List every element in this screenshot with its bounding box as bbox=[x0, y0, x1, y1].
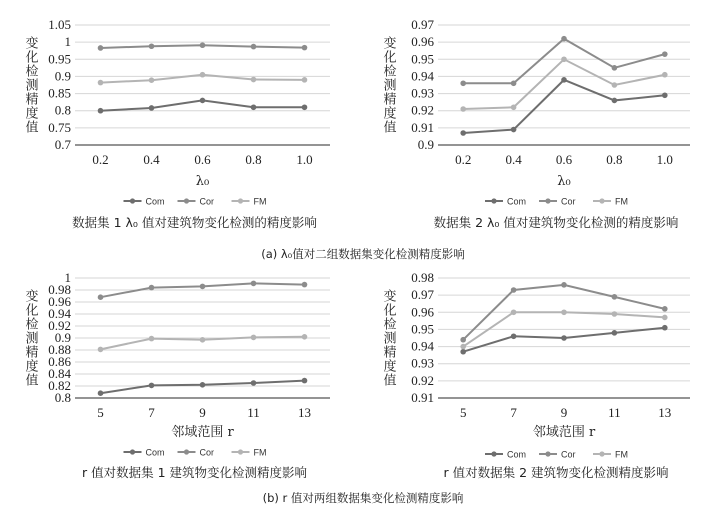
chart3-series-com-point bbox=[251, 380, 257, 386]
chart2-series-cor-point bbox=[561, 36, 567, 42]
chart3-ylabel: 变化检测精度值 bbox=[22, 289, 38, 387]
chart1-series-fm-point bbox=[251, 77, 257, 83]
chart3-caption: r 值对数据集 1 建筑物变化检测精度影响 bbox=[81, 465, 308, 480]
chart1-xtick-label: 0.2 bbox=[92, 152, 109, 167]
chart3-ytick-label: 0.94 bbox=[48, 306, 71, 321]
chart4-xtick-label: 11 bbox=[608, 405, 621, 420]
chart4-legend-label: FM bbox=[615, 449, 628, 460]
chart4-ytick-label: 0.95 bbox=[411, 321, 434, 337]
chart3-series-com-point bbox=[98, 390, 104, 396]
chart3-xtick-label: 11 bbox=[247, 405, 260, 420]
chart1-ylabel: 变化检测精度值 bbox=[22, 36, 38, 134]
chart1-ytick-label: 0.85 bbox=[48, 85, 71, 101]
chart-panel-2 bbox=[381, 17, 691, 230]
chart2-series-cor-point bbox=[662, 51, 668, 57]
chart3-legend-marker bbox=[130, 449, 135, 454]
chart2-ylabel: 变化检测精度值 bbox=[380, 36, 396, 134]
chart2-legend-label: FM bbox=[615, 196, 628, 207]
chart1-series-cor-point bbox=[302, 45, 308, 51]
chart4-ytick-label: 0.91 bbox=[411, 390, 434, 405]
chart2-ytick-label: 0.9 bbox=[417, 137, 434, 152]
chart2-legend-label: Cor bbox=[561, 196, 576, 207]
chart2-series-fm-point bbox=[662, 72, 668, 78]
chart4-xtick-label: 13 bbox=[658, 405, 672, 420]
chart4-xtick-label: 5 bbox=[459, 405, 467, 420]
chart2-ytick-label: 0.95 bbox=[411, 51, 434, 67]
chart1-series-fm-point bbox=[302, 77, 308, 83]
chart2-ytick-label: 0.92 bbox=[411, 102, 434, 118]
chart3-xtick-label: 5 bbox=[97, 405, 104, 420]
chart1-series-com-point bbox=[200, 98, 206, 104]
chart2-ytick-label: 0.93 bbox=[411, 85, 434, 101]
chart2-legend-marker bbox=[599, 198, 604, 203]
chart3-xtick-label: 13 bbox=[298, 405, 311, 420]
chart3-series-cor-point bbox=[149, 285, 155, 291]
chart1-legend-marker bbox=[130, 198, 135, 203]
chart2-series-com-point bbox=[612, 98, 618, 104]
chart3-series-fm-point bbox=[200, 337, 206, 343]
chart3-series-fm-point bbox=[302, 334, 308, 340]
chart2-ytick-label: 0.94 bbox=[411, 68, 434, 84]
chart1-ytick-label: 0.95 bbox=[48, 51, 71, 67]
chart3-series-fm-point bbox=[98, 347, 104, 353]
chart2-series-fm-point bbox=[612, 82, 618, 88]
chart4-series-com-point bbox=[662, 325, 668, 331]
chart4-series-fm-point bbox=[561, 309, 567, 315]
group-caption-b: (b) r 值对两组数据集变化检测精度影响 bbox=[262, 491, 464, 505]
chart3-legend-label: Com bbox=[145, 447, 165, 458]
chart3-series-fm-point bbox=[251, 335, 257, 341]
chart4-series-fm-point bbox=[662, 315, 668, 321]
chart1-series-fm-point bbox=[98, 80, 104, 86]
chart4-series-com-point bbox=[561, 335, 567, 341]
chart3-series-cor-point bbox=[251, 281, 257, 287]
chart3-ytick-label: 1 bbox=[64, 270, 71, 285]
chart3-series-fm-point bbox=[149, 336, 155, 342]
chart1-legend-label: Cor bbox=[199, 196, 215, 207]
chart4-series-cor-point bbox=[612, 294, 618, 300]
chart2-xtick-label: 0.8 bbox=[606, 152, 623, 167]
chart1-legend-marker bbox=[238, 198, 243, 203]
chart3-xtick-label: 9 bbox=[199, 405, 206, 420]
chart2-legend-marker bbox=[491, 198, 496, 203]
chart2-series-fm-point bbox=[511, 104, 517, 110]
chart3-ytick-label: 0.88 bbox=[48, 342, 71, 357]
chart4-xtick-label: 7 bbox=[510, 405, 517, 420]
chart4-ytick-label: 0.94 bbox=[411, 338, 434, 354]
chart1-xtick-label: 0.8 bbox=[245, 152, 262, 167]
chart3-ytick-label: 0.9 bbox=[54, 330, 71, 345]
chart4-ytick-label: 0.96 bbox=[411, 304, 434, 320]
chart4-series-com-point bbox=[612, 330, 618, 336]
chart1-xtick-label: 1.0 bbox=[296, 152, 313, 167]
chart4-caption: r 值对数据集 2 建筑物变化检测精度影响 bbox=[443, 465, 669, 480]
chart1-series-com-point bbox=[98, 108, 104, 114]
chart4-xtick-label: 9 bbox=[560, 405, 568, 420]
chart1-xtick-label: 0.6 bbox=[194, 152, 211, 167]
chart4-series-fm-point bbox=[511, 309, 517, 315]
chart2-series-cor-point bbox=[612, 65, 618, 71]
chart1-ytick-label: 0.8 bbox=[54, 102, 71, 118]
chart1-series-fm-point bbox=[200, 72, 206, 78]
chart2-xtick-label: 0.2 bbox=[455, 152, 472, 167]
chart4-ytick-label: 0.93 bbox=[411, 355, 434, 371]
chart1-ytick-label: 1.05 bbox=[48, 17, 71, 32]
chart4-ytick-label: 0.97 bbox=[411, 287, 434, 303]
chart3-ytick-label: 0.86 bbox=[48, 354, 71, 369]
chart-panel-3 bbox=[23, 270, 331, 480]
chart1-series-com-point bbox=[302, 104, 308, 110]
chart3-series-com-point bbox=[302, 378, 308, 384]
chart2-series-fm-point bbox=[460, 106, 466, 112]
chart3-xlabel: 邻域范围 r bbox=[171, 425, 234, 440]
chart4-legend-label: Cor bbox=[561, 449, 576, 460]
chart4-legend-marker bbox=[599, 451, 604, 456]
chart2-xtick-label: 1.0 bbox=[656, 152, 673, 167]
chart2-ytick-label: 0.96 bbox=[411, 34, 434, 50]
chart3-series-cor-point bbox=[302, 282, 308, 288]
chart4-legend-label: Com bbox=[507, 449, 527, 460]
chart1-legend-marker bbox=[184, 198, 189, 203]
chart3-ytick-label: 0.98 bbox=[48, 282, 71, 297]
chart1-series-cor-point bbox=[149, 43, 155, 49]
chart1-xlabel: λ₀ bbox=[195, 174, 210, 189]
chart3-legend-label: FM bbox=[253, 447, 267, 458]
chart3-series-cor-point bbox=[200, 284, 206, 290]
chart2-series-com-point bbox=[662, 92, 668, 98]
chart2-xtick-label: 0.6 bbox=[555, 152, 573, 167]
chart3-legend-marker bbox=[238, 449, 243, 454]
chart1-series-cor-point bbox=[200, 42, 206, 48]
chart4-legend-marker bbox=[545, 451, 550, 456]
chart3-xtick-label: 7 bbox=[148, 405, 155, 420]
group-caption-a: (a) λ₀值对二组数据集变化检测精度影响 bbox=[261, 247, 465, 261]
chart1-ytick-label: 1 bbox=[64, 34, 71, 50]
chart1-series-com-point bbox=[251, 104, 257, 110]
chart3-series-cor-point bbox=[98, 294, 104, 300]
chart4-series-cor-point bbox=[662, 306, 668, 312]
chart2-series-com-point bbox=[460, 130, 466, 136]
chart4-ylabel: 变化检测精度值 bbox=[380, 289, 396, 387]
chart4-series-cor-point bbox=[561, 282, 567, 288]
chart3-ytick-label: 0.82 bbox=[48, 378, 71, 393]
chart2-xtick-label: 0.4 bbox=[505, 152, 522, 167]
chart1-series-cor-point bbox=[251, 44, 257, 50]
chart2-xlabel: λ₀ bbox=[557, 174, 571, 189]
chart4-xlabel: 邻域范围 r bbox=[532, 425, 596, 440]
chart3-ytick-label: 0.8 bbox=[54, 390, 71, 405]
chart2-series-cor-point bbox=[460, 80, 466, 86]
chart2-ytick-label: 0.91 bbox=[411, 119, 434, 135]
chart4-ytick-label: 0.92 bbox=[411, 372, 434, 388]
chart1-caption: 数据集 1 λ₀ 值对建筑物变化检测的精度影响 bbox=[72, 215, 317, 230]
chart3-ytick-label: 0.96 bbox=[48, 294, 71, 309]
chart1-series-fm-point bbox=[149, 77, 155, 83]
chart4-series-fm-point bbox=[460, 344, 466, 350]
chart3-legend-label: Cor bbox=[199, 447, 215, 458]
chart2-ytick-label: 0.97 bbox=[411, 17, 434, 32]
chart1-ytick-label: 0.75 bbox=[48, 119, 71, 135]
chart4-series-com-point bbox=[511, 333, 517, 339]
chart1-legend-label: FM bbox=[253, 196, 267, 207]
chart4-ytick-label: 0.98 bbox=[411, 270, 434, 285]
chart1-xtick-label: 0.4 bbox=[143, 152, 160, 167]
chart2-series-fm-point bbox=[561, 56, 567, 62]
chart3-ytick-label: 0.92 bbox=[48, 318, 71, 333]
chart4-series-cor-point bbox=[511, 287, 517, 293]
chart2-series-com-point bbox=[511, 127, 517, 133]
chart4-series-fm-point bbox=[612, 311, 618, 317]
chart1-series-com-point bbox=[149, 105, 155, 111]
chart3-ytick-label: 0.84 bbox=[48, 366, 71, 381]
chart4-series-cor-point bbox=[460, 337, 466, 343]
chart2-series-cor-point bbox=[511, 80, 517, 86]
chart1-ytick-label: 0.7 bbox=[54, 137, 71, 152]
chart-panel-1 bbox=[23, 17, 331, 230]
chart3-series-com-point bbox=[200, 382, 206, 388]
chart-panel-4 bbox=[381, 270, 691, 480]
chart3-series-com-point bbox=[149, 383, 155, 389]
chart2-series-com-point bbox=[561, 77, 567, 83]
chart1-legend-label: Com bbox=[145, 196, 165, 207]
chart4-legend-marker bbox=[491, 451, 496, 456]
chart1-series-cor-point bbox=[98, 45, 104, 51]
chart2-legend-marker bbox=[545, 198, 550, 203]
chart4-series-com-point bbox=[460, 349, 466, 355]
chart3-legend-marker bbox=[184, 449, 189, 454]
chart2-series-com-line bbox=[463, 80, 665, 133]
chart2-legend-label: Com bbox=[507, 196, 527, 207]
chart1-ytick-label: 0.9 bbox=[54, 68, 71, 84]
chart2-caption: 数据集 2 λ₀ 值对建筑物变化检测的精度影响 bbox=[433, 215, 679, 230]
